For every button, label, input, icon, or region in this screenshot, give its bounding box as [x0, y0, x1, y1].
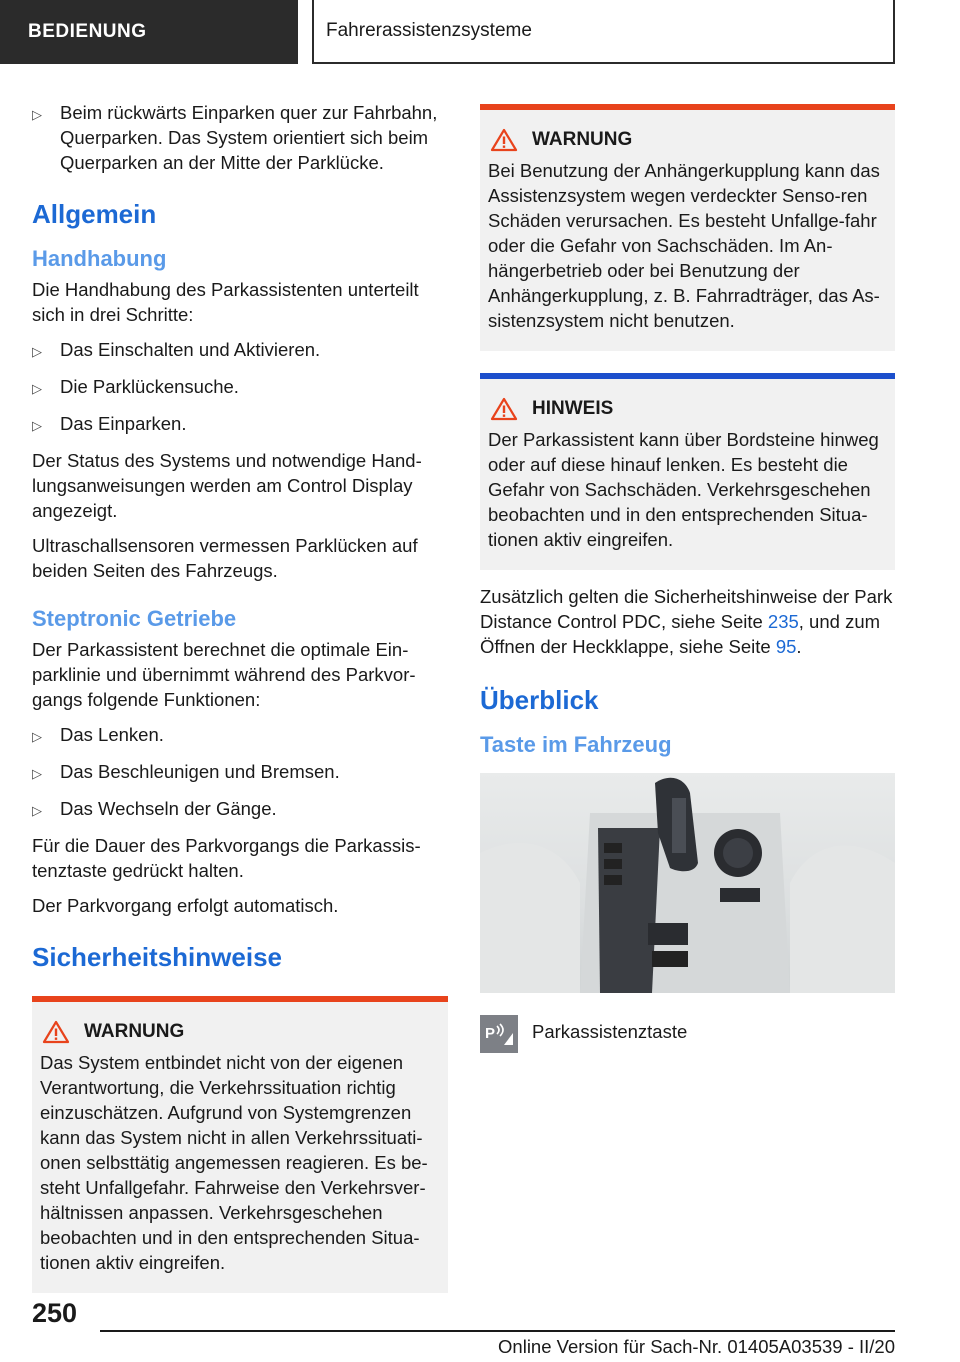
footer-divider [100, 1330, 895, 1332]
warning-header [40, 1020, 440, 1044]
paragraph-text: Zusätzlich gelten die Sicherheitshinweise der Park Distance Control PDC, siehe Seite [480, 586, 893, 632]
triangle-bullet-icon: ▷ [32, 418, 42, 433]
hint-box [480, 373, 895, 570]
triangle-bullet-icon: ▷ [32, 803, 42, 818]
triangle-bullet-icon: ▷ [32, 729, 42, 744]
key-label: Parkassistenztaste [532, 1021, 688, 1042]
right-column [480, 100, 895, 1054]
park-assist-key-icon [480, 1015, 518, 1053]
heading-sicherheitshinweise: Sicherheitshinweise [32, 942, 282, 972]
warning-label: WARNUNG [84, 1021, 185, 1042]
triangle-bullet-icon: ▷ [32, 766, 42, 781]
center-console-illustration [480, 773, 895, 993]
hint-label: HINWEIS [532, 398, 614, 419]
paragraph: Der Parkvorgang erfolgt automatisch. [32, 895, 339, 916]
warning-box [480, 104, 895, 351]
warning-triangle-icon [42, 1020, 70, 1044]
warning-header [488, 128, 887, 152]
heading-allgemein: Allgemein [32, 199, 157, 229]
footer-online-version: Online Version für Sach-Nr. 01405A03539 - II/20 [498, 1336, 895, 1357]
paragraph: Die Handhabung des Parkassistenten unterteilt sich in drei Schritte: [32, 279, 419, 325]
list-item-text: Beim rückwärts Einparken quer zur Fahrbahn, Querparken. Das System orientiert sich beim Querparken an der Mitte der Parklücke. [60, 102, 438, 173]
list-item-text: Das Einparken. [60, 413, 187, 434]
list-item-text: Die Parklückensuche. [60, 376, 239, 397]
left-column [32, 100, 448, 1311]
center-console-photo [480, 773, 895, 993]
triangle-bullet-icon: ▷ [32, 107, 42, 122]
list-item-text: Das Einschalten und Aktivieren. [60, 339, 321, 360]
warning-triangle-icon [490, 397, 518, 421]
section-tab: BEDIENUNG [0, 0, 298, 64]
list-item-text: Das Lenken. [60, 724, 164, 745]
page-link-235[interactable]: 235 [767, 611, 799, 632]
paragraph: Ultraschallsensoren vermessen Parklücken auf beiden Seiten des Fahrzeugs. [32, 535, 418, 581]
warning-box [32, 996, 448, 1293]
list-item-text: Das Wechseln der Gänge. [60, 798, 277, 819]
heading-steptronic: Steptronic Getriebe [32, 606, 237, 631]
paragraph: Der Parkassistent berechnet die optimale Ein-parklinie und übernimmt während des Parkvor-gangs folgende Funktionen: [32, 639, 416, 710]
list-item [32, 411, 448, 438]
list-item [32, 100, 448, 175]
triangle-bullet-icon: ▷ [32, 344, 42, 359]
paragraph [480, 584, 895, 659]
page-number: 250 [32, 1298, 78, 1328]
key-legend [480, 1015, 895, 1054]
triangle-bullet-icon: ▷ [32, 381, 42, 396]
warning-text: Bei Benutzung der Anhängerkupplung kann das Assistenzsystem wegen verdeckter Senso-ren Schäden verursachen. Es besteht Unfallge-fahr oder die Gefahr von Sachschäden. Im An-hängerbetrieb oder bei Benutzung der Anhängerkupplung, z. B. Fahrradträger, das As-sistenzsystem nicht benutzen. [488, 160, 880, 331]
list-item [32, 759, 448, 786]
paragraph-text: , und zum Öffnen der Heckklappe, siehe Seite [480, 611, 881, 657]
list-item [32, 722, 448, 749]
paragraph: Für die Dauer des Parkvorgangs die Parkassis-tenztaste gedrückt halten. [32, 835, 421, 881]
page-link-95[interactable]: 95 [775, 636, 797, 657]
paragraph-text: . [796, 636, 802, 657]
warning-label: WARNUNG [532, 129, 633, 150]
list-item-text: Das Beschleunigen und Bremsen. [60, 761, 340, 782]
warning-triangle-icon [490, 128, 518, 152]
svg-text:P: P [485, 1025, 496, 1042]
paragraph: Der Status des Systems und notwendige Hand-lungsanweisungen werden am Control Display angezeigt. [32, 450, 422, 521]
warning-text: Das System entbindet nicht von der eigenen Verantwortung, die Verkehrssituation richtig einzuschätzen. Aufgrund von Systemgrenzen kann das System nicht in allen Verkehrssituati-onen selbsttätig angemessen reagieren. Es be-steht Unfallgefahr. Fahrweise den Verkehrsver-hältnissen anpassen. Verkehrsgeschehen beobachten und in den entsprechenden Situa-tionen aktiv eingreifen. [40, 1052, 428, 1273]
heading-taste-im-fahrzeug: Taste im Fahrzeug [480, 732, 672, 757]
chapter-title: Fahrerassistenzsysteme [312, 0, 895, 64]
hint-header [488, 397, 887, 421]
heading-ueberblick: Überblick [480, 685, 599, 715]
list-item [32, 374, 448, 401]
hint-text: Der Parkassistent kann über Bordsteine hinweg oder auf diese hinauf lenken. Es besteht die Gefahr von Sachschäden. Verkehrsgeschehen beobachten und in den entsprechenden Situa-tionen aktiv eingreifen. [488, 429, 879, 550]
list-item [32, 796, 448, 823]
list-item [32, 337, 448, 364]
heading-handhabung: Handhabung [32, 246, 167, 271]
